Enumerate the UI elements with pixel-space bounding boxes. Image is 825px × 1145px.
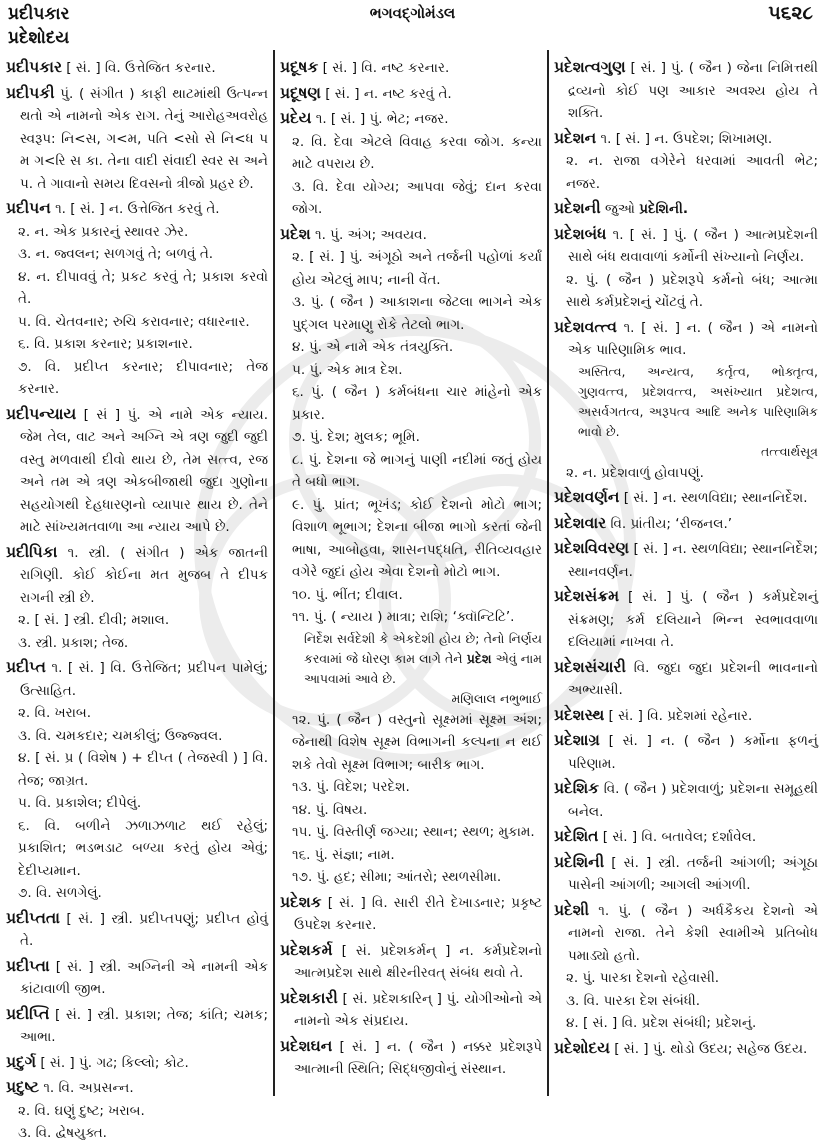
- headword: પ્રદીપન્યાય: [6, 404, 77, 423]
- page-number: ૫૬૨૮: [768, 2, 813, 24]
- sense: ૩. ન. જ્વલન; સળગવું તે; બળવું તે.: [18, 246, 214, 262]
- dictionary-entry: [554, 777, 818, 823]
- dictionary-entry: [554, 656, 818, 702]
- dictionary-entry: [554, 197, 818, 221]
- headword: પ્રદેય: [280, 109, 312, 127]
- definition: ૧. સ્ત્રી. ( સંગીત ) એક જાતની રાગિણી. કોઈ કોઈના મત મુજબ તે દીપક રાગની સ્ત્રી છે.: [20, 544, 268, 606]
- dictionary-entry: [6, 656, 268, 905]
- headword: પ્રદેશઘન: [280, 1036, 333, 1055]
- dictionary-entry: [554, 729, 818, 775]
- dictionary-entry: [280, 107, 542, 221]
- definition: [ સં. ] પું. થોડો ઉદય; સહેજ ઉદય.: [614, 1040, 808, 1057]
- dictionary-entry: [554, 825, 818, 849]
- column-divider: [547, 50, 549, 1096]
- headword: પ્રદુષ્ટ: [6, 1078, 40, 1096]
- headword: પ્રદેશિની: [554, 852, 605, 871]
- headword: પ્રદીપ્તિ: [6, 1004, 50, 1023]
- definition: [ સં. ] ન. ( જૈન ) કર્મોના ફળનું પરિણામ.: [568, 733, 818, 772]
- sense: ૭. વિ. સળગેલું.: [18, 885, 102, 901]
- sense: ૩. વિ. દ્વેષયુક્ત.: [18, 1125, 107, 1141]
- citation-author: મણિલાલ નભુભાઈ: [451, 690, 542, 706]
- quote-text: નિર્દેશ સર્વદેશી કે એકદેશી હોય છે; તેનો નિર્ણય કરવામાં જે ધોરણ કામ લાગે તેને: [304, 630, 542, 666]
- cross-reference-link[interactable]: પ્રદેશિની.: [639, 201, 689, 217]
- headword: પ્રદેશકારી: [280, 988, 338, 1007]
- definition: [ સં. ] ન. સ્થળવિદ્યા; સ્થાનનિર્દેશ; સ્થાનવર્ણન.: [568, 541, 818, 580]
- sense: ૩. પું. ( જૈન ) આકાશના જેટલા ભાગને એક પુદ્ગલ પરમાણુ રોકે તેટલો ભાગ.: [292, 294, 542, 333]
- definition: ૧. [ સં. ] ન. ઉત્તેજિત કરવું તે.: [55, 201, 220, 217]
- sense: ૬. પું. ( જૈન ) કર્મબંધના ચાર માંહેનો એક પ્રકાર.: [292, 384, 542, 423]
- sense: ૨. વિ. દેવા એટલે વિવાહ કરવા જોગ. કન્યા માટે વપરાય છે.: [292, 133, 542, 172]
- definition: ૧. [ સં. ] પું. ( જૈન ) આત્મપ્રદેશની સાથે બંધ થવાવાળાં કર્મોની સંખ્યાનો નિર્ણય.: [568, 226, 818, 265]
- definition: [ સં. ] વિ. ઉત્તેજિત કરનાર.: [66, 60, 216, 76]
- definition: પું. ( સંગીત ) કાફી થાટમાંથી ઉત્પન્ન થતો એ નામનો એક રાગ. તેનું આરોહઅવરોહ સ્વરૂપ: નિ<સ, ગ<મ, પતિ <સો સે નિ<ધ પ મ ગ<રિ સ કા. તેના વાદી સંવાદી સ્વર સ અને પ. તે ગાવાનો સમય દિવસનો ત્રીજો પ્રહર છે.: [20, 85, 268, 192]
- dictionary-entry: [554, 127, 818, 196]
- headword: પ્રદેશત્વગુણ: [554, 58, 626, 76]
- headword: પ્રદેશવત્ત્વ: [554, 317, 617, 336]
- definition: વિ. પ્રાંતીય; ‘રીજનલ.’: [610, 515, 733, 532]
- headword: પ્રદેશક: [280, 892, 322, 911]
- dictionary-entry: [280, 891, 542, 937]
- sense: ૨. પું. ( જૈન ) પ્રદેશરૂપે કર્મનો બંધ; આત્મા સાથે કર્મપ્રદેશનું ચોંટવું તે.: [566, 271, 818, 310]
- sense: ૨. વિ. ઘણું દુષ્ટ; ખરાબ.: [18, 1102, 145, 1119]
- headword: પ્રદેશવિવરણ: [554, 539, 630, 557]
- headword: પ્રદીપ્તતા: [6, 908, 60, 927]
- sense: ૧૦. પું. ભીંત; દીવાલ.: [292, 586, 403, 603]
- sense: ૧૭. પું. હદ; સીમા; આંતરો; સ્થળસીમા.: [292, 869, 502, 885]
- column-divider: [273, 50, 275, 1096]
- sense: ૨. [ સં. ] પું. અંગૂઠો અને તર્જની પહોળાં કર્યાં હોય એટલું માપ; નાની વેંત.: [292, 249, 542, 288]
- headword: પ્રદીપ્તા: [6, 956, 50, 975]
- dictionary-entry: [554, 56, 818, 125]
- definition: [ સં. ] વિ. નષ્ટ કરનાર.: [322, 60, 450, 76]
- headword: પ્રદેશ: [280, 224, 311, 243]
- definition: [ સં. ] વિ. સારી રીતે દેખાડનાર; પ્રકૃષ્ટ ઉપદેશ કરનાર.: [294, 894, 542, 933]
- definition: ૧. પું. અંગ; અવયવ.: [314, 226, 427, 243]
- sense: ૯. પું. પ્રાંત; ભૂખંડ; કોઈ દેશનો મોટો ભાગ; વિશાળ ભૂભાગ; દેશના બીજા ભાગો કરતાં જેની ભાષા, આબોહવા, શાસનપદ્ધતિ, રીતિવ્યવહાર વગેરે જુદાં હોય એવા દેશનો મોટો ભાગ.: [292, 496, 542, 580]
- dictionary-entry: [6, 56, 268, 80]
- definition: [ સં. પ્રદેશકારિન્ ] પું. યોગીઓનો એ નામનો એક સંપ્રદાય.: [294, 990, 542, 1029]
- book-title: ભગવદ્ગોમંડલ: [369, 4, 456, 22]
- sense: ૬. વિ. પ્રકાશ કરનાર; પ્રકાશનાર.: [18, 336, 193, 352]
- headword: પ્રદીપકાર: [6, 58, 62, 76]
- headword: પ્રદીપ્ત: [6, 658, 46, 676]
- sense: ૧૩. પું. વિદેશ; પરદેશ.: [292, 779, 410, 795]
- sense: ૧૫. પું. વિસ્તીર્ણ જગ્યા; સ્થાન; સ્થળ; મુકામ.: [292, 824, 535, 840]
- definition: [ સં. પ્રદેશકર્મન્ ] ન. કર્મપ્રદેશનો આત્મપ્રદેશ સાથે ક્ષીરનીરવત્ સંબંધ થવો તે.: [294, 942, 542, 981]
- citation-quote: [280, 629, 542, 689]
- sense: ૬. વિ. બળીને ઝળાઝળાટ થઈ રહેલું; પ્રકાશિત; ભડભડાટ બળ્યા કરતું હોય એવું; દેદીપ્યમાન.: [18, 817, 268, 879]
- definition: ૧. [ સં. ] ન. ( જૈન ) એ નામનો એક પારિણામિક ભાવ.: [568, 319, 818, 358]
- dictionary-entry: [6, 403, 268, 539]
- dictionary-entry: [554, 512, 818, 536]
- definition: [ સં. ] સ્ત્રી. પ્રકાશ; તેજ; કાંતિ; ચમક; આભા.: [20, 1006, 269, 1045]
- dictionary-entry: [280, 939, 542, 985]
- sense: ૪. [ સં. પ્ર ( વિશેષ ) + દીપ્ત ( તેજસ્વી ) ] વિ. તેજ; જાગ્રત.: [18, 750, 268, 789]
- definition: ૧. [ સં. ] ન. ઉપદેશ; શિખામણ.: [600, 130, 773, 147]
- headword: પ્રદેશાગ્ર: [554, 731, 600, 749]
- definition: [ સં. ] સ્ત્રી. તર્જની આંગળી; અંગૂઠા પાસેની આંગળી; આગલી આંગળી.: [568, 854, 818, 893]
- sense: ૫. વિ. ચેતવનાર; રુચિ કરાવનાર; વધારનાર.: [18, 313, 250, 330]
- definition: [ સં. ] વિ. પ્રદેશમાં રહેનાર.: [608, 707, 753, 724]
- sense: ૭. પું. દેશ; મુલક; ભૂમિ.: [292, 429, 420, 445]
- dictionary-entry: [6, 82, 268, 196]
- headword: પ્રદૂષક: [280, 58, 319, 76]
- sense: ૨. ન. પ્રદેશવાળું હોવાપણું.: [566, 464, 704, 481]
- definition: [ સં. ] પું. ગઢ; કિલ્લો; કોટ.: [40, 1054, 189, 1071]
- dictionary-entry: [280, 82, 542, 106]
- headword: પ્રદેશવાર: [554, 513, 607, 532]
- sense: ૩. વિ. દેવા યોગ્ય; આપવા જેવું; દાન કરવા જોગ.: [292, 178, 542, 217]
- definition: વિ. જુદા જુદા પ્રદેશની ભાવનાનો અભ્યાસી.: [568, 659, 818, 698]
- headword: પ્રદેશસંચારી: [554, 657, 626, 676]
- column-left: [6, 56, 269, 1141]
- dictionary-entry: [554, 704, 818, 728]
- dictionary-entry: [6, 197, 268, 401]
- sense: ૪. પું. એ નામે એક તંત્રયુક્તિ.: [292, 339, 454, 355]
- headword: પ્રદેશન: [554, 128, 597, 147]
- sense: ૧૨. પું. ( જૈન ) વસ્તુનો સૂક્ષ્મમાં સૂક્ષ્મ અંશ; જેનાથી વિશેષ સૂક્ષ્મ વિભાગની કલ્પના ન થઈ શકે તેવો સૂક્ષ્મ વિભાગ; બારીક ભાગ.: [292, 711, 542, 773]
- headword: પ્રદુર્ગ: [6, 1052, 37, 1071]
- sense: ૩. વિ. પારકા દેશ સંબંધી.: [566, 992, 701, 1009]
- headword: પ્રદીપિકા: [6, 542, 58, 561]
- headword: પ્રદેશની: [554, 199, 601, 217]
- dictionary-entry: [554, 1037, 818, 1061]
- dictionary-entry: [554, 316, 818, 485]
- sense: ૪. [ સં. ] વિ. પ્રદેશ સંબંધી; પ્રદેશનું.: [566, 1015, 757, 1031]
- headword: પ્રદેશિત: [554, 827, 599, 845]
- definition: [ સં. ] ન. સ્થળવિદ્યા; સ્થાનનિર્દેશ.: [623, 490, 808, 506]
- dictionary-entry: [6, 1076, 268, 1145]
- headword: પ્રદેશિક: [554, 779, 600, 797]
- first-guide-word: પ્રદીપકાર: [8, 4, 70, 24]
- quote-text: એવું નામ આપવામાં આવે છે.: [304, 650, 542, 686]
- sense: ૪. ન. દીપાવવું તે; પ્રકટ કરવું તે; પ્રકાશ કરવો તે.: [18, 268, 268, 307]
- dictionary-entry: [554, 851, 818, 897]
- definition: ૧. વિ. અપ્રસન્ન.: [43, 1080, 134, 1096]
- sense: ૫. વિ. પ્રકાશેલ; દીપેલું.: [18, 795, 142, 811]
- sense: ૧૬. પું. સંજ્ઞા; નામ.: [292, 846, 395, 863]
- quote-keyword: પ્રદેશ: [466, 650, 492, 666]
- headword: પ્રદીપકી: [6, 83, 55, 102]
- column-middle: [280, 56, 542, 1100]
- definition: [ સં. ] પું. ( જૈન ) જેના નિમિત્તથી દ્રવ્યનો કોઈ પણ આકાર અવશ્ય હોય તે શક્તિ.: [568, 60, 818, 121]
- citation-quote: અસ્તિત્વ, અન્યત્વ, કર્તૃત્વ, ભોક્તૃત્વ, ગુણવત્ત્વ, પ્રદેશવત્ત્વ, અસંખ્યાત પ્રદેશત્વ, અસર્વગતત્વ, અરૂપત્વ આદિ અનેક પારિણામિક ભાવો છે.: [578, 363, 818, 439]
- dictionary-entry: [6, 955, 268, 1001]
- sense: ૩. સ્ત્રી. પ્રકાશ; તેજ.: [18, 634, 129, 651]
- definition: ૧. પું. ( જૈન ) અર્ધકૈકય દેશનો એ નામનો રાજા. તેને કેશી સ્વામીએ પ્રતિબોધ પમાડ્યો હતો.: [568, 902, 818, 964]
- definition: [ સં. ] ન. નષ્ટ કરવું તે.: [325, 85, 452, 102]
- definition: [ સં. ] વિ. બતાવેલ; દર્શાવેલ.: [602, 829, 757, 845]
- definition: વિ. ( જૈન ) પ્રદેશવાળું; પ્રદેશના સમૂહથી બનેલ.: [568, 781, 818, 820]
- sense: ૨. [ સં. ] સ્ત્રી. દીવી; મશાલ.: [18, 612, 170, 628]
- dictionary-entry: [280, 56, 542, 80]
- headword: પ્રદેશવર્ણન: [554, 488, 620, 506]
- headword: પ્રદેશસ્થ: [554, 705, 605, 724]
- definition: ૧. [ સં. ] વિ. ઉત્તેજિત; પ્રદીપન પામેલું; ઉત્સાહિત.: [20, 660, 268, 699]
- sense: ૨. વિ. ખરાબ.: [18, 705, 92, 721]
- dictionary-entry: [554, 537, 818, 583]
- sense: ૨. ન. એક પ્રકારનું સ્થાવર ઝેર.: [18, 223, 189, 240]
- sense: ૧૪. પું. વિષય.: [292, 801, 368, 818]
- headword: પ્રદેશી: [554, 900, 590, 919]
- sense: ૮. પું. દેશના જે ભાગનું પાણી નદીમાં જતું હોય તે બધો ભાગ.: [292, 451, 542, 490]
- headword: પ્રદૂષણ: [280, 83, 321, 102]
- dictionary-entry: [6, 1003, 268, 1049]
- dictionary-entry: [6, 907, 268, 953]
- last-guide-word: પ્રદેશોદય: [8, 28, 70, 48]
- definition: [ સં. ] ન. ( જૈન ) નક્કર પ્રદેશરૂપે આત્માની સ્થિતિ; સિદ્ધજીવોનું સંસ્થાન.: [294, 1038, 542, 1077]
- dictionary-entry: [554, 585, 818, 654]
- definition: [ સં. ] પું. ( જૈન ) કર્મપ્રદેશનું સંક્રમણ; કર્મ દલિયાને ભિન્ન સ્વભાવવાળા દલિયામાં નાખવા તે.: [568, 589, 818, 650]
- dictionary-entry: [554, 486, 818, 510]
- dictionary-entry: [554, 223, 818, 314]
- sense: ૧૧. પું. ( ન્યાય ) માત્રા; રાશિ; ‘ક્વૉન્ટિટિ’.: [292, 609, 515, 625]
- dictionary-entry: [280, 1035, 542, 1081]
- sense: ૭. વિ. પ્રદીપ્ત કરનાર; દીપાવનાર; તેજ કરનાર.: [18, 358, 268, 397]
- sense: ૩. વિ. ચમકદાર; ચમકીલું; ઉજ્જ્વલ.: [18, 727, 223, 744]
- headword: પ્રદેશસંક્રમ: [554, 587, 620, 605]
- headword: પ્રદેશકર્મ: [280, 940, 333, 959]
- dictionary-entry: [6, 1051, 268, 1075]
- headword: પ્રદેશબંધ: [554, 224, 607, 243]
- definition: જુઓ: [604, 201, 635, 217]
- sense: ૫. પું. એક માત્ર દેશ.: [292, 361, 403, 378]
- sense: ૨. ન. રાજા વગેરેને ધરવામાં આવતી ભેટ; નજર.: [566, 153, 818, 192]
- column-right: [554, 56, 818, 1100]
- dictionary-entry: [6, 541, 268, 655]
- definition: [ સં. ] સ્ત્રી. અગ્નિની એ નામની એક કાંટાવાળી જીભ.: [20, 958, 268, 997]
- headword: પ્રદીપન: [6, 199, 51, 217]
- sense: ૨. પું. પારકા દેશનો રહેવાસી.: [566, 970, 720, 986]
- definition: [ સં. ] સ્ત્રી. પ્રદીપ્તપણું; પ્રદીપ્ત હોવું તે.: [20, 910, 268, 949]
- headword: પ્રદેશોદય: [554, 1038, 610, 1057]
- dictionary-entry: [554, 899, 818, 1035]
- definition: [ સં ] પું. એ નામે એક ન્યાય. જેમ તેલ, વાટ અને અગ્નિ એ ત્રણ જુદી જુદી વસ્તુ મળવાથી દીવો થાય છે, તેમ સત્ત્વ, રજ અને તમ એ ત્રણ એકબીજાથી જુદા ગુણોના સહયોગથી દેહધારણનો વ્યાપાર થાય છે. તેને માટે સાંખ્યમતવાળા આ ન્યાય આપે છે.: [20, 406, 269, 535]
- citation-source: તત્ત્વાર્થસૂત્ર: [761, 443, 818, 459]
- dictionary-entry: [280, 987, 542, 1033]
- dictionary-entry: [280, 223, 542, 889]
- definition: ૧. [ સં. ] પું. ભેટ; નજર.: [315, 111, 449, 127]
